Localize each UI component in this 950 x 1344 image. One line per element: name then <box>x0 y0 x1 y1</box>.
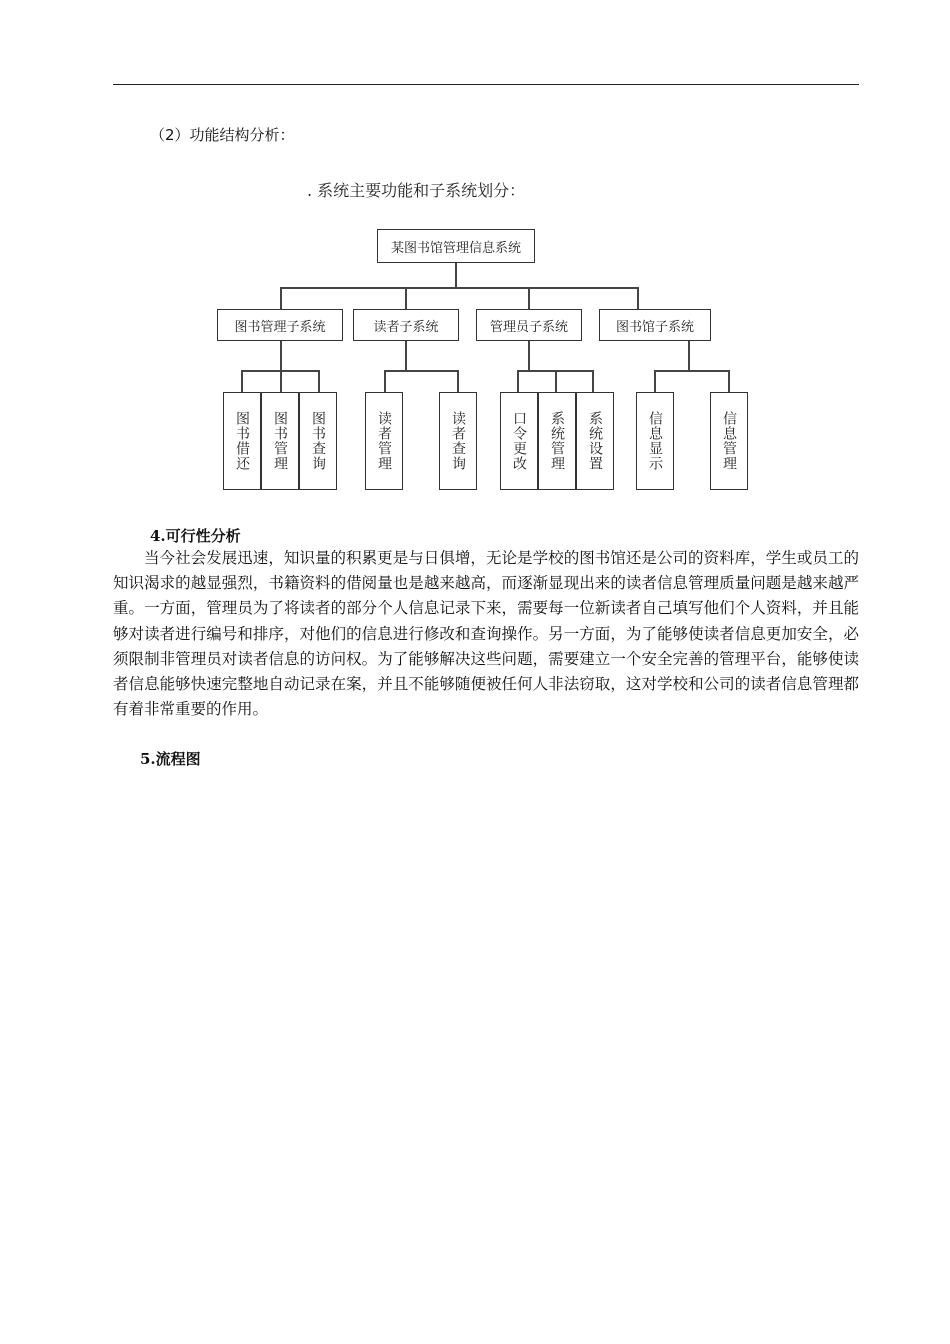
feasibility-heading: 4.可行性分析 <box>150 527 241 545</box>
connector <box>555 370 557 392</box>
leaf-book-query: 图书查询 <box>299 392 337 490</box>
function-structure-diagram <box>205 172 745 497</box>
connector <box>688 341 690 371</box>
connector <box>654 370 729 372</box>
root-node: 某图书馆管理信息系统 <box>377 229 535 263</box>
subsystem-admin: 管理员子系统 <box>476 309 582 341</box>
connector <box>728 370 730 392</box>
connector <box>280 370 282 392</box>
figure-caption: . 系统主要功能和子系统划分： <box>307 181 526 200</box>
connector <box>384 370 458 372</box>
leaf-password-change: 口令更改 <box>500 392 538 490</box>
header-rule <box>113 84 859 85</box>
connector <box>457 370 459 392</box>
flowchart-heading: 5.流程图 <box>140 750 201 768</box>
leaf-system-settings: 系统设置 <box>576 392 614 490</box>
connector <box>405 341 407 371</box>
connector <box>528 287 530 309</box>
leaf-reader-query: 读者查询 <box>439 392 477 490</box>
connector <box>405 287 407 309</box>
connector <box>384 370 386 392</box>
leaf-reader-manage: 读者管理 <box>365 392 403 490</box>
connector <box>637 287 639 309</box>
leaf-info-manage: 信息管理 <box>710 392 748 490</box>
connector <box>318 370 320 392</box>
connector <box>654 370 656 392</box>
leaf-info-display: 信息显示 <box>636 392 674 490</box>
feasibility-paragraph: 当今社会发展迅速，知识量的积累更是与日俱增，无论是学校的图书馆还是公司的资料库，学生或员工的知识渴求的越显强烈，书籍资料的借阅量也是越来越高，而逐渐显现出来的读者信息管理质量问题是越来越严重。一方面，管理员为了将读者的部分个人信息记录下来，需要每一位新读者自己填写他们个人资料，并且能够对读者进行编号和排序，对他们的信息进行修改和查询操作。另一方面，为了能够使读者信息更加安全，必须限制非管理员对读者信息的访问权。为了能够解决这些问题，需要建立一个安全完善的管理平台，能够使读者信息能够快速完整地自动记录在案，并且不能够随便被任何人非法窃取，这对学校和公司的读者信息管理都有着非常重要的作用。 <box>113 549 859 719</box>
subsystem-readers: 读者子系统 <box>353 309 459 341</box>
connector <box>592 370 594 392</box>
connector <box>517 370 519 392</box>
leaf-system-manage: 系统管理 <box>538 392 576 490</box>
leaf-book-borrow: 图书借还 <box>223 392 261 490</box>
connector <box>241 370 243 392</box>
leaf-book-manage: 图书管理 <box>261 392 299 490</box>
subsystem-books: 图书管理子系统 <box>217 309 343 341</box>
connector <box>280 287 638 289</box>
connector <box>280 287 282 309</box>
connector <box>528 341 530 371</box>
subsystem-library: 图书馆子系统 <box>599 309 711 341</box>
connector <box>280 341 282 371</box>
section-heading: （2）功能结构分析： <box>150 126 295 144</box>
connector <box>455 263 457 288</box>
